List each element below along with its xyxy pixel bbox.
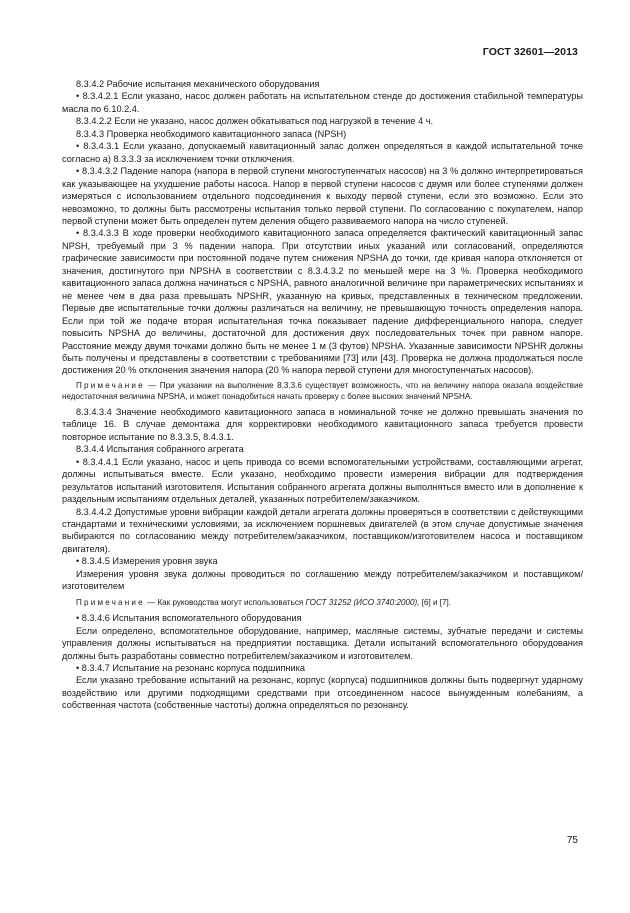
page-number: 75	[566, 835, 578, 846]
paragraph: • 8.3.4.3.2 Падение напора (напора в первой ступени многоступенчатых насосов) на 3 % должно интерпретироваться как указывающее на ухудшение работы насоса. Напор в первой ступени насосов с двумя или более ступенями должен измеряться с использованием отдельного подсоединения к выходу первой ступени, если это возможно. Если это невозможно, то должны быть рассмотрены испытания только первой ступени. По согласованию с покупателем, напор первой ступени может быть определен путем деления общего развиваемого напора на число ступеней.	[62, 166, 583, 226]
paragraph: Если определено, вспомогательное оборудование, например, масляные системы, зубчатые передачи и системы управления должны испытываться на предприятии поставщика. Детали испытаний вспомогательного оборудования должны быть разработаны совместно потребителем/заказчиком и изготовителем.	[62, 625, 583, 661]
section-heading: 8.3.4.2 Рабочие испытания механического оборудования	[76, 79, 320, 89]
paragraph: • 8.3.4.3.3 В ходе проверки необходимого кавитационного запаса определяется фактический кавитационный запас NPSH, требуемый при 3 % падении напора. При отсутствии иных указаний или согласований, определяются графические зависимости при постоянной подаче путем снижения NPSHA до точки, где кривая напора отклоняется от значения, достигнутого при NPSHA в соответствии с 8.3.4.3.2 по меньшей мере на 3 %. Проверка необходимого кавитационного запаса должна начинаться с NPSHA, равного аналогичной величине при параметрических испытаниях и не менее чем в два раза превышать NPSHR, указанную на кривых, представленных в техническом предложении. Первые две испытательные точки должны различаться на величину, не превышающую точность определения напора. Если при той же подаче вторая испытательная точка показывает падение дифференциального напора, следует повысить NPSHA до величины, достаточной для достижения двух последовательных точек при равном напоре. Расстояние между двумя точками должно быть не менее 1 м (3 футов) NPSHA. Указанные зависимости NPSHR должны быть получены и представлены в соответствии с требованиями [73] или [43]. Проверка не должна продолжаться после достижения 20 % отклонения значения напора (20 % напора первой ступени для многоступенчатых насосов).	[62, 228, 583, 376]
paragraph: • 8.3.4.2.1 Если указано, насос должен работать на испытательном стенде до достижения стабильной температуры масла по 6.10.2.4.	[62, 91, 583, 114]
note-label: Примечание	[76, 380, 145, 390]
note-reference: ГОСТ 31252 (ИСО 3740:2000),	[305, 597, 420, 607]
note-text: — Как руководства могут использоваться	[144, 597, 306, 607]
section-heading: • 8.3.4.5 Измерения уровня звука	[76, 556, 218, 567]
note-label: Примечание	[76, 597, 145, 607]
section-heading: 8.3.4.3 Проверка необходимого кавитационного запаса (NPSH)	[76, 128, 347, 139]
note	[62, 597, 583, 609]
note	[62, 380, 583, 403]
note-text: — При указании на выполнение 8.3.3.6 существует возможность, что на величину напора оказала воздействие недостаточная величина NPSHA, и может понадобиться начать проверку с более высоких значений NPSHA.	[62, 380, 583, 402]
paragraph: Если указано требование испытаний на резонанс, корпус (корпуса) подшипников должны быть подвергнут ударному воздействию или другими подходящими средствами при отсоединенном насосе вынужденным колебаниям, а собственная частота (собственные частоты) должна определяться по резонансу.	[62, 675, 583, 711]
section-heading: • 8.3.4.6 Испытания вспомогательного оборудования	[76, 613, 302, 624]
paragraph: Измерения уровня звука должны проводиться по соглашению между потребителем/заказчиком и поставщиком/изготовителем	[62, 568, 583, 592]
section-heading: 8.3.4.4 Испытания собранного агрегата	[76, 444, 244, 455]
note-text-end: [6] и [7].	[419, 597, 451, 607]
document-body	[62, 78, 583, 712]
section-heading: • 8.3.4.7 Испытание на резонанс корпуса подшипника	[76, 662, 305, 673]
paragraph: • 8.3.4.4.1 Если указано, насос и цепь привода со всеми вспомогательными устройствами, составляющими агрегат, должны испытываться вместе. Если указано, необходимо провести измерения вибрации для подтверждения результатов испытаний изготовителя. Испытания собранного агрегата должны выполняться вместо или в дополнение к раздельным испытаниям отдельных деталей, указанных потребителем/заказчиком.	[62, 456, 583, 505]
standard-header: ГОСТ 32601—2013	[482, 46, 578, 58]
paragraph: 8.3.4.4.2 Допустимые уровни вибрации каждой детали агрегата должны проверяться в соответствии с действующими стандартами и техническими условиями, за исключением поршневых двигателей (в этом случае допустимые значения выбираются по согласованию между потребителем/заказчиком, поставщиком/изготовителем насоса и поставщиком двигателя).	[62, 506, 583, 554]
paragraph: 8.3.4.3.4 Значение необходимого кавитационного запаса в номинальной точке не должно превышать значения по таблице 16. В случае демонтажа для корректировки необходимого кавитационного запаса требуется провести повторное испытание по 8.3.3.5, 8.4.3.1.	[62, 406, 583, 442]
paragraph: • 8.3.4.3.1 Если указано, допускаемый кавитационный запас должен определяться в каждой испытательной точке согласно а) 8.3.3.3 за исключением точки отключения.	[62, 141, 583, 164]
paragraph: 8.3.4.2.2 Если не указано, насос должен обкатываться под нагрузкой в течение 4 ч.	[76, 116, 434, 127]
